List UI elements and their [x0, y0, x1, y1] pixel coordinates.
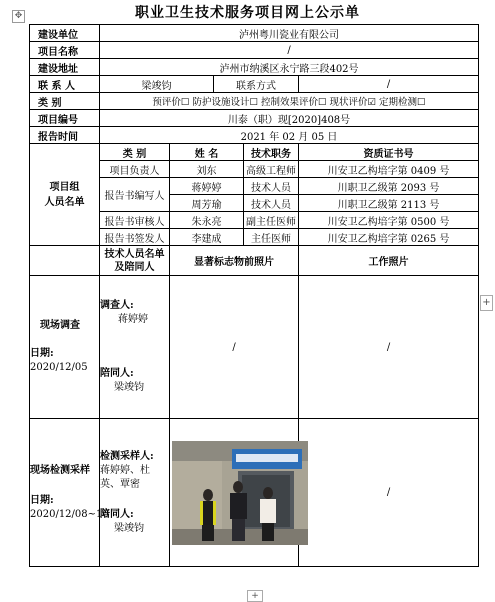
survey-work-photo: / — [299, 276, 479, 419]
table-move-handle-icon[interactable]: ✥ — [12, 10, 25, 23]
sampling-work-photo: / — [299, 419, 479, 567]
member-name: 刘东 — [170, 161, 244, 178]
staff-column-header: 技术人员名单及陪同人 — [100, 246, 170, 276]
contact-method-value: / — [299, 76, 479, 93]
row-category — [30, 93, 479, 110]
site-survey-date: 2020/12/05 — [30, 362, 88, 373]
site-survey-label-cell — [30, 276, 100, 419]
member-title: 技术人员 — [244, 178, 299, 195]
row-build-unit — [30, 25, 479, 42]
member-cert: 川安卫乙构培字第 0265 号 — [299, 229, 479, 246]
project-no-value: 川泰（职）现[2020]408号 — [100, 110, 479, 127]
member-title: 主任医师 — [244, 229, 299, 246]
team-header-name: 姓 名 — [170, 144, 244, 161]
team-header-row — [30, 144, 479, 161]
member-name: 朱永亮 — [170, 212, 244, 229]
member-name: 李建成 — [170, 229, 244, 246]
landmark-photo — [172, 441, 308, 545]
row-project-no — [30, 110, 479, 127]
category-options: 预评价☐ 防护设施设计☐ 控制效果评价☐ 现状评价☑ 定期检测☐ — [100, 93, 479, 110]
team-header-title: 技术职务 — [244, 144, 299, 161]
contact-method-label: 联系方式 — [214, 76, 299, 93]
disclosure-table — [29, 24, 479, 567]
contact-value: 梁竣钧 — [100, 76, 214, 93]
site-sampling-row — [30, 419, 479, 567]
build-address-value: 泸州市纳溪区永宁路三段402号 — [100, 59, 479, 76]
row-build-address — [30, 59, 479, 76]
site-sampling-staff-cell — [100, 419, 170, 567]
member-role: 项目负责人 — [100, 161, 170, 178]
landmark-photo-image — [172, 441, 308, 545]
sampler-names: 蒋婷婷、杜英、覃密 — [100, 464, 150, 490]
member-cert: 川安卫乙构培字第 0500 号 — [299, 212, 479, 229]
project-name-value: / — [100, 42, 479, 59]
member-name: 周芳瑜 — [170, 195, 244, 212]
photo-header-blank — [30, 246, 100, 276]
site-survey-date-label: 日期: — [30, 348, 54, 359]
team-header-role: 类 别 — [100, 144, 170, 161]
site-sampling-date-label: 日期: — [30, 494, 54, 506]
photo-header-row — [30, 246, 479, 276]
sampling-companion-name: 梁竣钧 — [114, 522, 144, 534]
member-role: 报告书编写人 — [100, 178, 170, 212]
site-sampling-label: 现场检测采样 — [30, 464, 90, 476]
category-label: 类 别 — [30, 93, 100, 110]
add-column-plus-icon[interactable]: + — [480, 295, 493, 311]
row-contact — [30, 76, 479, 93]
site-survey-label: 现场调查 — [40, 320, 80, 331]
build-address-label: 建设地址 — [30, 59, 100, 76]
sampling-companion-label: 陪同人: — [100, 508, 134, 520]
team-header-cert: 资质证书号 — [299, 144, 479, 161]
team-section-label: 项目组 人员名单 — [30, 144, 100, 246]
member-title: 技术人员 — [244, 195, 299, 212]
contact-label: 联 系 人 — [30, 76, 100, 93]
surveyor-name: 蒋婷婷 — [118, 314, 148, 325]
site-survey-staff-cell — [100, 276, 170, 419]
surveyor-label: 调查人: — [100, 300, 134, 311]
work-photo-header: 工作照片 — [299, 246, 479, 276]
build-unit-label: 建设单位 — [30, 25, 100, 42]
sampler-label: 检测采样人: — [100, 450, 154, 462]
site-sampling-label-cell — [30, 419, 109, 567]
survey-companion-name: 梁竣钧 — [114, 382, 144, 393]
sampling-landmark-photo-cell — [170, 419, 299, 567]
member-name: 蒋婷婷 — [170, 178, 244, 195]
member-cert: 川职卫乙级第 2113 号 — [299, 195, 479, 212]
project-no-label: 项目编号 — [30, 110, 100, 127]
survey-landmark-photo: / — [170, 276, 299, 419]
report-time-label: 报告时间 — [30, 127, 100, 144]
project-name-label: 项目名称 — [30, 42, 100, 59]
site-sampling-date: 2020/12/08~10 — [30, 508, 109, 520]
page-title: 职业卫生技术服务项目网上公示单 — [135, 5, 360, 21]
survey-companion-label: 陪同人: — [100, 368, 134, 379]
member-title: 高级工程师 — [244, 161, 299, 178]
site-survey-row — [30, 276, 479, 419]
member-role: 报告书审核人 — [100, 212, 170, 229]
add-row-plus-icon[interactable]: + — [247, 590, 263, 602]
row-report-time — [30, 127, 479, 144]
member-title: 副主任医师 — [244, 212, 299, 229]
member-cert: 川安卫乙构培字第 0409 号 — [299, 161, 479, 178]
row-project-name — [30, 42, 479, 59]
report-time-value: 2021 年 02 月 05 日 — [100, 127, 479, 144]
build-unit-value: 泸州粤川瓷业有限公司 — [100, 25, 479, 42]
landmark-photo-header: 显著标志物前照片 — [170, 246, 299, 276]
member-cert: 川职卫乙级第 2093 号 — [299, 178, 479, 195]
member-role: 报告书签发人 — [100, 229, 170, 246]
